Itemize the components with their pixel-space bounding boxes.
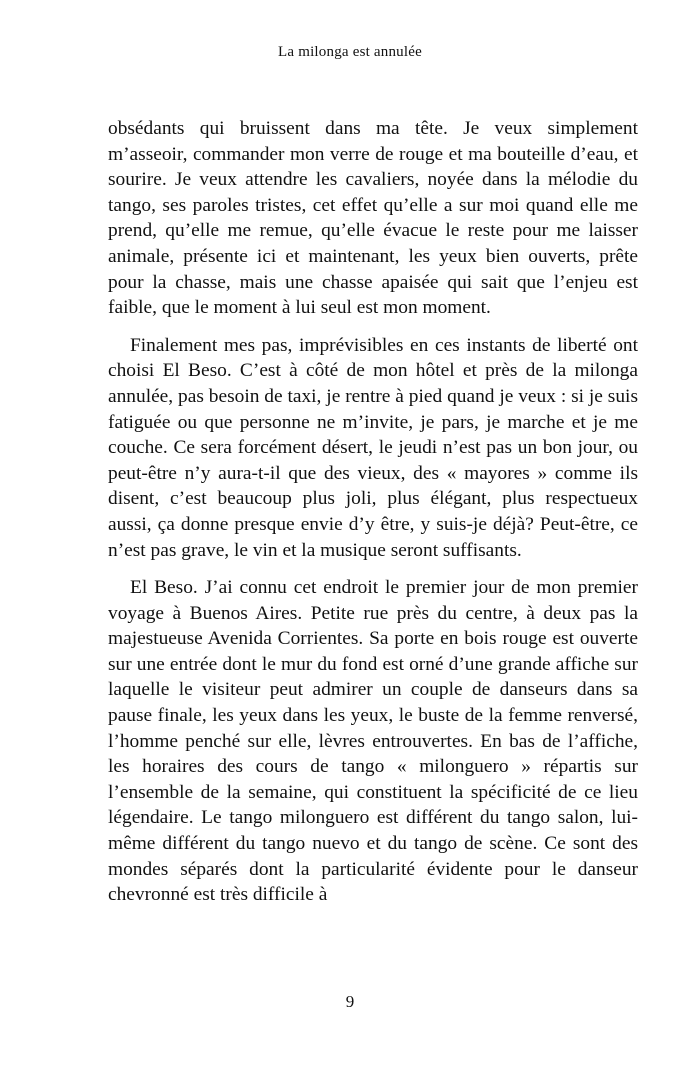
- page-number: 9: [345, 992, 355, 1011]
- paragraph-3: El Beso. J’ai connu cet endroit le premier jour de mon premier voyage à Buenos Aires. Petite rue près du centre, à deux pas la majestueuse Avenida Corrientes. Sa porte en bois rouge est ouverte sur une entrée dont le mur du fond est orné d’une grande affiche sur laquelle le visiteur peut admirer un couple de danseurs dans sa pause finale, les yeux dans les yeux, le buste de la femme renversé, l’homme penché sur elle, lèvres entrouvertes. En bas de l’affiche, les horaires des cours de tango « milonguero » répartis sur l’ensemble de la semaine, qui constituent la spécificité de ce lieu légendaire. Le tango milonguero est différent du tango salon, lui-même différent du tango nuevo et du tango de scène. Ce sont des mondes séparés dont la particularité évidente pour le danseur chevronné est très difficile à: [108, 577, 638, 906]
- paragraph-1: obsédants qui bruissent dans ma tête. Je veux simplement m’asseoir, commander mon verre de rouge et ma bouteille d’eau, et sourire. Je veux attendre les cavaliers, noyée dans la mélodie du tango, ses paroles tristes, cet effet qu’elle a sur moi quand elle me prend, qu’elle me remue, qu’elle évacue le reste pour me laisser animale, présente ici et maintenant, les yeux bien ouverts, prête pour la chasse, mais une chasse apaisée qui sait que l’enjeu est faible, que le moment à lui seul est mon moment.: [108, 118, 638, 319]
- body-text: [108, 116, 638, 920]
- running-title: La milonga est annulée: [278, 44, 422, 60]
- paragraph-2: Finalement mes pas, imprévisibles en ces instants de liberté ont choisi El Beso. C’est à côté de mon hôtel et près de la milonga annulée, pas besoin de taxi, je rentre à pied quand je veux : si je suis fatiguée ou que personne ne m’invite, je pars, je marche et je me couche. Ce sera forcément désert, le jeudi n’est pas un bon jour, ou peut-être n’y aura-t-il que des vieux, des « mayores » comme ils disent, c’est beaucoup plus joli, plus élégant, plus respectueux aussi, ça donne presque envie d’y être, y suis-je déjà? Peut-être, ce n’est pas grave, le vin et la musique seront suffisants.: [108, 334, 638, 561]
